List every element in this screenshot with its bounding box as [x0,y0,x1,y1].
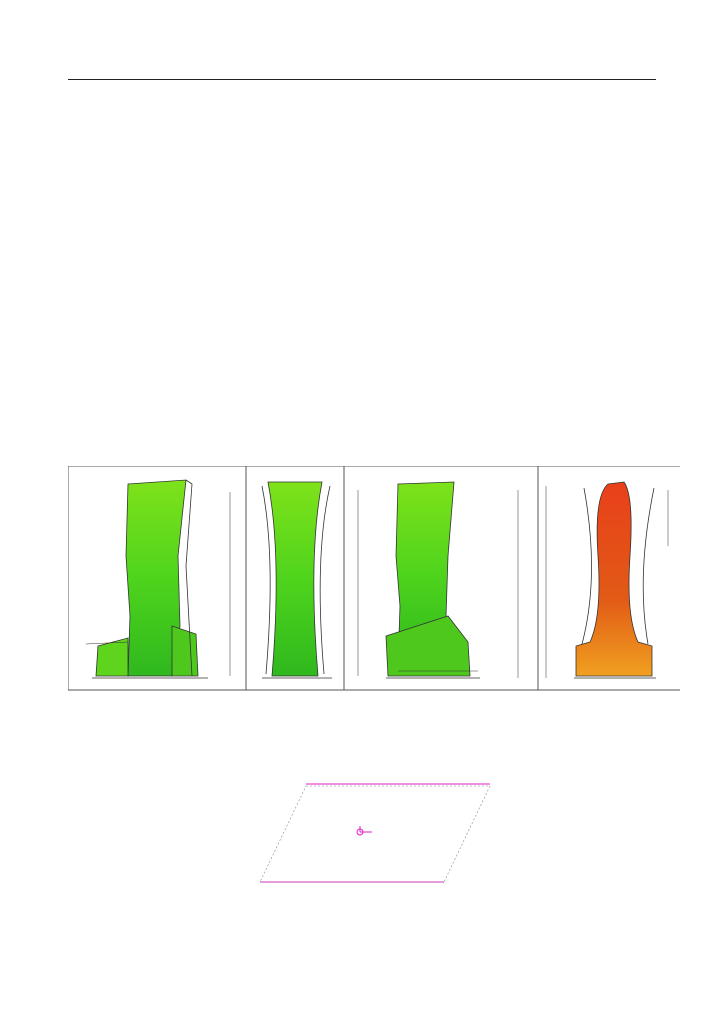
contour-panel-4 [546,482,668,678]
figure-3-contours [68,466,680,692]
figure-2-charts [248,126,518,336]
contour-panel-1 [86,480,208,678]
figure-4-diagram [250,770,510,905]
header-rule [68,79,656,80]
contour-panel-3 [386,482,480,678]
contour-panel-2 [262,482,332,678]
